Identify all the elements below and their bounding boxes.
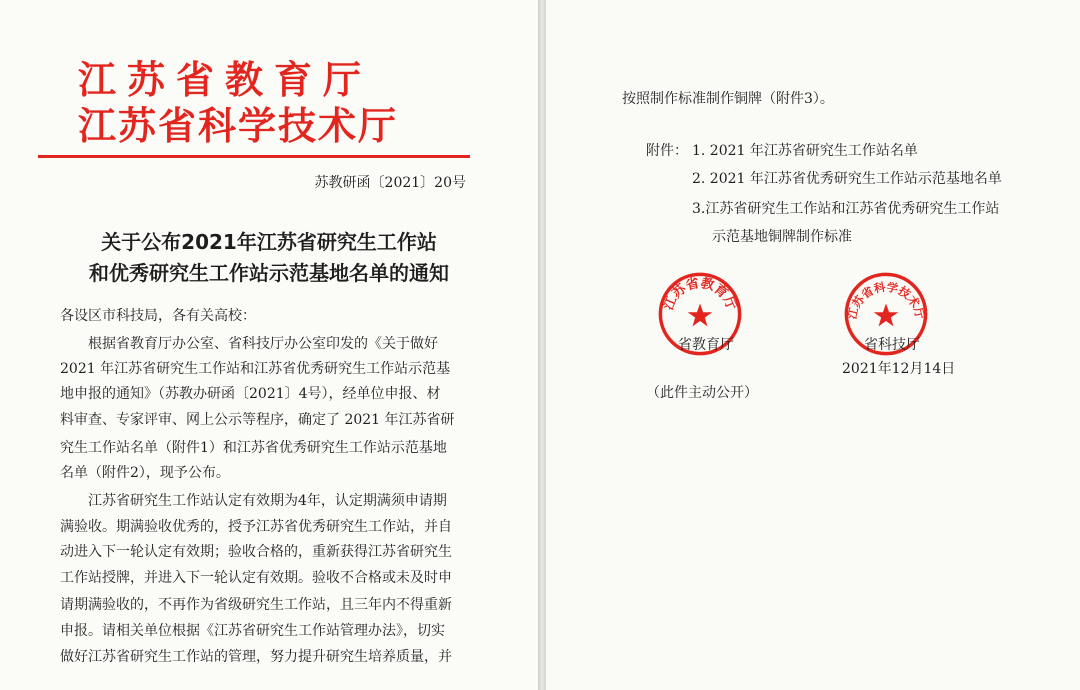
body-line: 满验收。期满验收优秀的，授予江苏省优秀研究生工作站，并自: [60, 519, 452, 535]
seal2-text: 江苏省科学技术厅: [844, 279, 928, 321]
body-line: 工作站授牌，并进入下一轮认定有效期。验收不合格或未及时申: [60, 570, 452, 586]
body-line: 究生工作站名单（附件1）和江苏省优秀研究生工作站示范基地: [60, 440, 447, 456]
body-line: 2021 年江苏省研究生工作站和江苏省优秀研究生工作站示范基: [60, 361, 451, 377]
notice-title-line1: 关于公布2021年江苏省研究生工作站: [101, 230, 437, 254]
continuation-line: 按照制作标准制作铜牌（附件3）。: [622, 91, 834, 107]
red-rule-divider: [38, 155, 470, 158]
publicity-note: （此件主动公开）: [646, 385, 758, 401]
issue-date: 2021年12月14日: [842, 361, 956, 377]
body-line: 名单（附件2），现予公布。: [60, 465, 230, 481]
body-line: 申报。请相关单位根据《江苏省研究生工作站管理办法》，切实: [60, 623, 445, 639]
left-page: [0, 0, 538, 690]
attachment-item: 2. 2021 年江苏省优秀研究生工作站示范基地名单: [692, 171, 1002, 187]
notice-title-line2: 和优秀研究生工作站示范基地名单的通知: [89, 261, 449, 285]
issuer-header-line1: 江苏省教育厅: [78, 57, 373, 102]
body-line: 做好江苏省研究生工作站的管理，努力提升研究生培养质量，并: [60, 649, 452, 665]
attachment-item: 1. 2021 年江苏省研究生工作站名单: [692, 143, 918, 159]
body-line: 根据省教育厅办公室、省科技厅办公室印发的《关于做好: [88, 336, 438, 352]
attachment-item: 示范基地铜牌制作标准: [712, 229, 852, 245]
body-line: 动进入下一轮认定有效期；验收合格的，重新获得江苏省研究生: [60, 544, 452, 560]
right-page: [546, 0, 1080, 690]
attachment-item: 3.江苏省研究生工作站和江苏省优秀研究生工作站: [692, 201, 1000, 217]
signer-education-dept: 省教育厅: [678, 337, 734, 353]
body-line: 料审查、专家评审、网上公示等程序，确定了 2021 年江苏省研: [60, 412, 455, 428]
document-number: 苏教研函〔2021〕20号: [314, 175, 466, 191]
body-line: 请期满验收的，不再作为省级研究生工作站，且三年内不得重新: [60, 597, 452, 613]
signer-science-dept: 省科技厅: [864, 337, 920, 353]
body-line: 地申报的通知》（苏教办研函〔2021〕4号），经单位申报、材: [60, 386, 441, 402]
body-line: 江苏省研究生工作站认定有效期为4年，认定期满须申请期: [88, 493, 447, 509]
salutation: 各设区市科技局，各有关高校：: [60, 308, 256, 324]
page-gutter: [538, 0, 546, 690]
attachments-label: 附件：: [646, 143, 688, 159]
seal1-text: 江苏省教育厅: [661, 276, 739, 313]
issuer-header-line2: 江苏省科学技术厅: [78, 103, 399, 148]
